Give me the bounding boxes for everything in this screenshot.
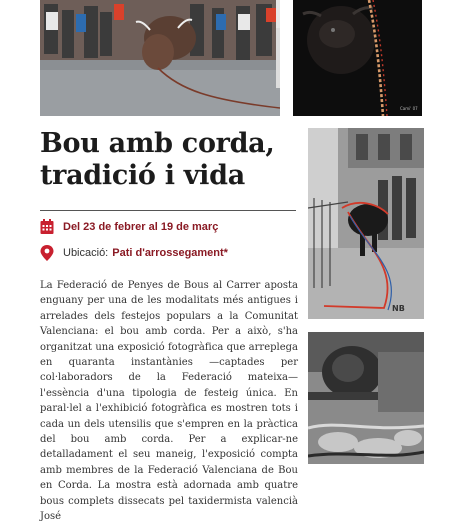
event-dates <box>40 218 296 236</box>
event-location <box>40 244 296 262</box>
photo-credit-dark: Cami' 07 <box>400 106 418 111</box>
photo-credit-street: NB <box>392 304 405 313</box>
location-value: Pati d'arrossegament* <box>112 247 228 259</box>
title-line-1: Bou amb corda, <box>40 128 275 159</box>
photo-bull-street-rope <box>308 128 424 319</box>
title-line-2: tradició i vida <box>40 160 245 191</box>
photo-bull-run-crowd <box>40 0 280 116</box>
location-pin-icon <box>40 245 54 261</box>
title-divider <box>40 210 296 211</box>
calendar-icon <box>40 219 54 235</box>
dates-text: Del 23 de febrer al 19 de març <box>63 221 219 233</box>
article-body: La Federació de Penyes de Bous al Carrer aposta enguany per una de les modalitats més antigues i arrelades dels festejos populars a la Comunitat Valenciana: el bou amb corda. Per a això, s'ha organitzat una exposició fotogràfica que arreplega en quaranta instantànies —captades per col·laboradors de la Federació mateixa— l'essència d'una tipologia de festeig única. En paral·lel a l'exhibició fotogràfica es mostren tots i cada un dels utensilis que s'empren en la pràctica del bou amb corda. Per a explicar-ne detalladament el seu maneig, l'exposició compta amb membres de la Federació Valenciana de Bou en Corda. La mostra està adornada amb quatre bous complets dissecats pel taxidermista valencià José <box>40 280 298 523</box>
location-label: Ubicació: <box>63 247 109 259</box>
photo-bull-closeup <box>308 332 424 464</box>
photo-bull-dark-portrait <box>293 0 422 116</box>
page-title <box>40 128 290 192</box>
